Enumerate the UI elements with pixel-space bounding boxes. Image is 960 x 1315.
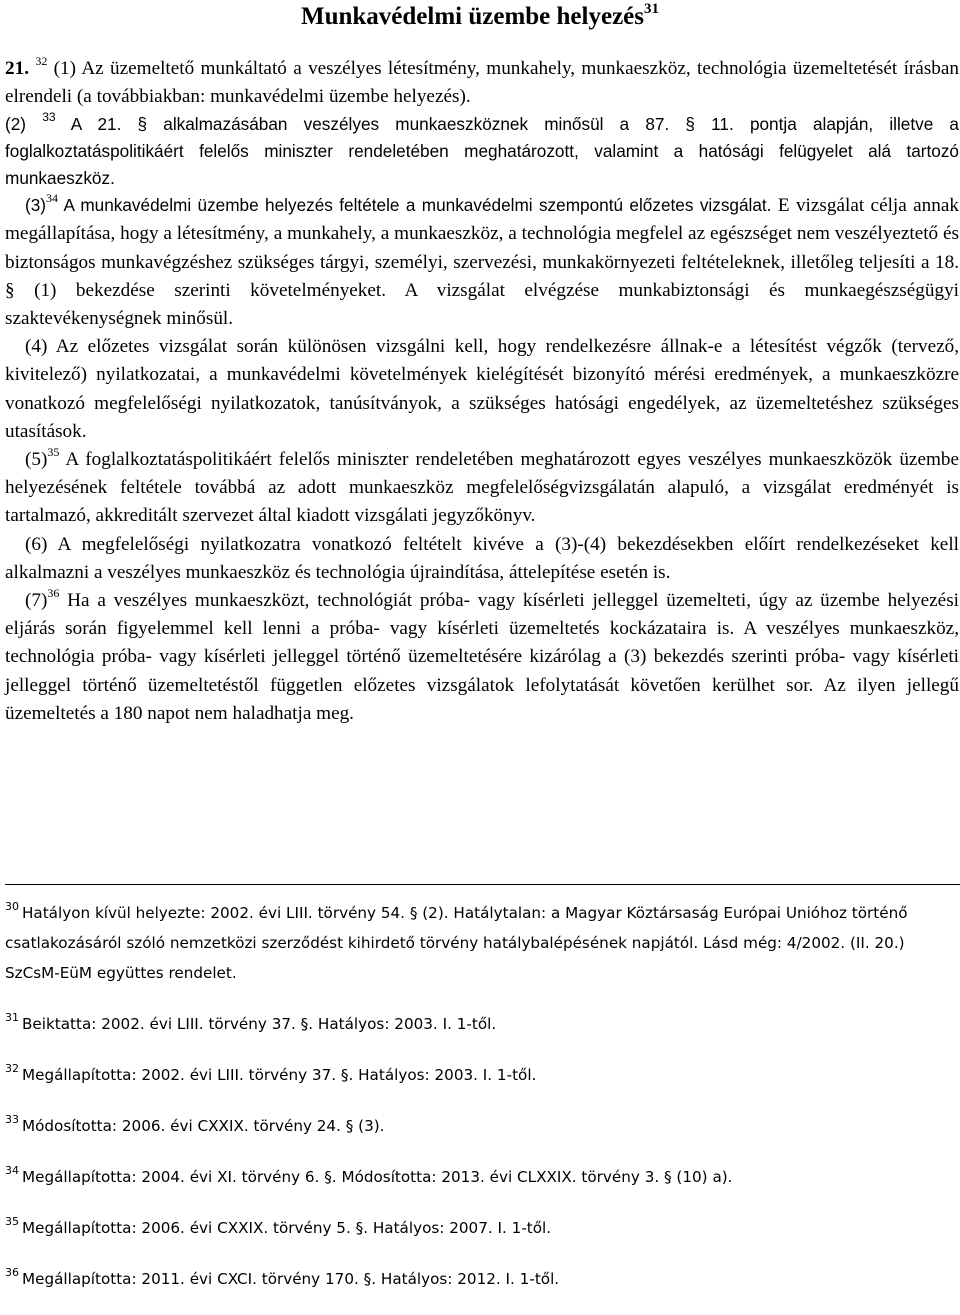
footnote-31 <box>5 1009 955 1039</box>
footnote-35 <box>5 1213 955 1243</box>
paragraph-lead: (5) <box>25 449 48 471</box>
paragraph-21-6: (6) A megfelelőségi nyilatkozatra vonatkozó feltételt kivéve a (3)-(4) bekezdésekben előírt rendelkezéseket kell alkalmazni a veszélyes munkaeszköz és technológia újraindítása, áttelepítése esetén is. <box>5 533 959 583</box>
footnote-text: Hatályon kívül helyezte: 2002. évi LIII. törvény 54. § (2). Hatálytalan: a Magyar Köztársaság Európai Unióhoz történő csatlakozásáról szóló nemzetközi szerződést kihirdető törvény hatálybalépésének napjától. Lásd még: 4/2002. (II. 20.) SzCsM-EüM együttes rendelet. <box>5 904 908 982</box>
paragraph-text: A foglalkoztatáspolitikáért felelős miniszter rendeletében meghatározott egyes veszélyes munkaeszközök üzembe helyezésének feltétele továbbá az adott munkaeszköz megfelelőségvizsgálatán alapuló, a vizsgálat eredményét is tartalmazó, akkreditált szervezet által kiadott vizsgálati jegyzőkönyv. <box>5 449 959 527</box>
paragraph-21-5 <box>5 446 959 531</box>
footnote-36 <box>5 1264 955 1294</box>
section-number: 21. <box>5 58 29 79</box>
footnote-32 <box>5 1060 955 1090</box>
paragraph-text: § alkalmazásában veszélyes munkaeszköznek minősül a 87. § 11. pontja alapján, illetve a foglalkoztatáspolitikáért felelős miniszter rendeletében meghatározott, valamint a hatósági felügyelet alá tartozó munkaeszköz. <box>5 114 959 188</box>
footnote-number: 33 <box>5 1113 19 1126</box>
paragraph-text: Ha a veszélyes munkaeszközt, technológiát próba- vagy kísérleti jelleggel üzemelteti, úgy az üzembe helyezési eljárás során figyelemmel kell lenni a próba- vagy kísérleti üzemeltetés kockázataira is. A veszélyes munkaeszköz, technológia próba- vagy kísérleti jelleggel történő üzemeltetésére kizárólag a (3) bekezdés szerinti próba- vagy kísérleti jelleggel történő üzemeltetéstől független előzetes vizsgálatok lefolytatását követően kerülhet sor. Az ilyen jellegű üzemeltetés a 180 napot nem haladhatja meg. <box>5 590 959 724</box>
paragraph-21-1 <box>5 55 959 111</box>
paragraph-text: A munkavédelmi üzembe helyezés feltétele a munkavédelmi szempontú előzetes vizsgálat. <box>58 195 778 216</box>
footnote-ref-35[interactable]: 35 <box>47 445 60 460</box>
page-title <box>0 2 960 32</box>
paragraph-text: (1) Az üzemeltető munkáltató a veszélyes létesítmény, munkahely, munkaeszköz, technológia üzemeltetését írásban elrendeli (a továbbiakban: munkavédelmi üzembe helyezés). <box>5 58 959 108</box>
footnote-text: Megállapította: 2002. évi LIII. törvény 37. §. Hatályos: 2003. I. 1-től. <box>22 1066 537 1084</box>
footnote-separator <box>5 884 960 885</box>
footnote-number: 31 <box>5 1011 19 1024</box>
paragraph-text: E vizsgálat célja annak megállapítása, hogy a létesítmény, a munkahely, a munkaeszköz, a technológia megfelel az egészséget nem veszélyeztető és biztonságos munkavégzéshez szükséges tárgyi, személyi, szervezési, munkakörnyezeti feltételeknek, illetőleg teljesíti a 18. § (1) bekezdése szerinti követelményeket. A vizsgálat elvégzése munkabiztonsági és munkaegészségügyi szaktevékenységnek minősül. <box>5 195 959 329</box>
footnote-text: Megállapította: 2011. évi CXCI. törvény 170. §. Hatályos: 2012. I. 1-től. <box>22 1270 560 1288</box>
footnote-ref-34[interactable]: 34 <box>46 191 59 206</box>
footnote-text: Megállapította: 2006. évi CXXIX. törvény 5. §. Hatályos: 2007. I. 1-től. <box>22 1219 552 1237</box>
paragraph-21-7 <box>5 587 959 728</box>
footnote-text: Módosította: 2006. évi CXXIX. törvény 24. § (3). <box>22 1117 385 1135</box>
footnote-33 <box>5 1111 955 1141</box>
paragraph-21-4: (4) Az előzetes vizsgálat során különösen vizsgálni kell, hogy rendelkezésre állnak-e a létesítést végzők (tervező, kivitelező) nyilatkozatai, a munkavédelmi követelmények kielégítését bizonyító mérési eredmények, a munkaeszközre vonatkozó megfelelőségi nyilatkozatok, tanúsítványok, a szükséges hatósági engedélyek, az üzemeltetéshez szükséges utasítások. <box>5 336 959 442</box>
footnote-number: 34 <box>5 1164 19 1177</box>
document-body <box>5 55 959 728</box>
footnote-ref-32[interactable]: 32 <box>35 54 48 68</box>
footnote-number: 36 <box>5 1266 19 1279</box>
title-footnote-ref[interactable]: 31 <box>644 1 659 17</box>
paragraph-lead: (3) <box>25 195 47 216</box>
footnote-number: 30 <box>5 900 19 913</box>
footnote-number: 35 <box>5 1215 19 1228</box>
footnote-text: Beiktatta: 2002. évi LIII. törvény 37. §. Hatályos: 2003. I. 1-től. <box>22 1015 497 1033</box>
footnotes <box>5 898 955 1315</box>
footnote-number: 32 <box>5 1062 19 1075</box>
footnote-ref-36[interactable]: 36 <box>47 586 60 601</box>
paragraph-21-2 <box>5 111 959 191</box>
paragraph-lead: (7) <box>25 590 48 612</box>
paragraph-21-3 <box>5 191 959 333</box>
footnote-ref-33[interactable]: 33 <box>42 110 56 125</box>
footnote-text: Megállapította: 2004. évi XI. törvény 6. §. Módosította: 2013. évi CLXXIX. törvény 3. § (10) a). <box>22 1168 733 1186</box>
footnote-34 <box>5 1162 955 1192</box>
paragraph-text: A 21. <box>55 114 138 135</box>
footnote-30 <box>5 898 955 988</box>
title-text: Munkavédelmi üzembe helyezés <box>300 3 644 30</box>
paragraph-lead: (2) <box>5 114 27 135</box>
